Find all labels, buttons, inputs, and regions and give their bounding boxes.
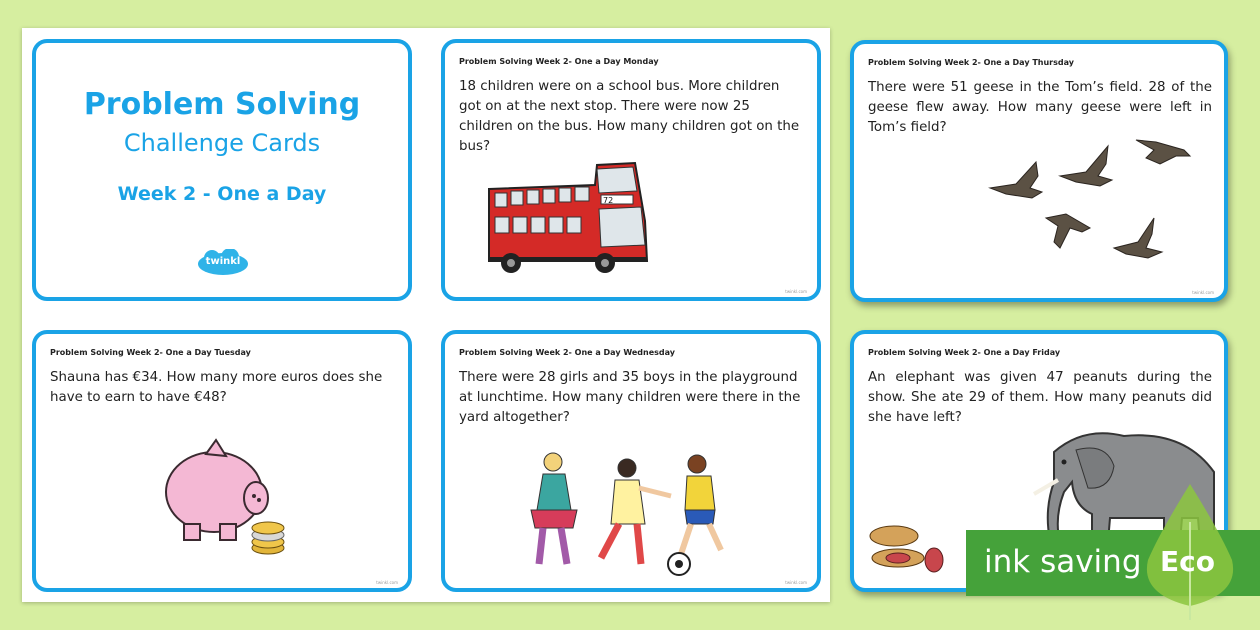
footer-mark: twinkl.com — [785, 580, 807, 585]
piggy-bank-illustration — [160, 438, 290, 568]
footer-mark: twinkl.com — [1192, 290, 1214, 295]
card-heading: Problem Solving Week 2- One a Day Friday — [868, 348, 1061, 357]
twinkl-logo — [196, 249, 250, 277]
challenge-card-monday — [441, 39, 821, 301]
bus-route-number: 72 — [603, 196, 614, 205]
card-heading: Problem Solving Week 2- One a Day Thursday — [868, 58, 1074, 67]
card-question: Shauna has €34. How many more euros does she have to earn to have €48? — [50, 370, 383, 405]
challenge-card-tuesday — [32, 330, 412, 592]
footer-mark: twinkl.com — [785, 289, 807, 294]
card-question: An elephant was given 47 peanuts during the show. She ate 29 of them. How many peanuts did she have left? — [868, 370, 1212, 425]
title-card — [32, 39, 412, 301]
geese-illustration — [986, 132, 1198, 266]
week-label: Week 2 - One a Day — [117, 183, 327, 205]
children-playing-illustration — [521, 452, 751, 586]
eco-badge: Eco — [1160, 545, 1215, 578]
card-question: 18 children were on a school bus. More children got on at the next stop. There were now 25 children on the bus. How many children got on the bus? — [459, 79, 800, 154]
bus-illustration — [485, 161, 651, 283]
page-title: Problem Solving — [83, 87, 361, 122]
page-subtitle: Challenge Cards — [123, 129, 321, 157]
card-heading: Problem Solving Week 2- One a Day Tuesday — [50, 348, 251, 357]
logo-text: twinkl — [205, 256, 241, 267]
peanuts-illustration — [868, 522, 948, 580]
card-question: There were 28 girls and 35 boys in the playground at lunchtime. How many children were there in the yard altogether? — [459, 370, 801, 425]
card-question: There were 51 geese in the Tom’s field. 28 of the geese flew away. How many geese were left in Tom’s field? — [868, 80, 1212, 135]
card-heading: Problem Solving Week 2- One a Day Monday — [459, 57, 659, 66]
footer-mark: twinkl.com — [376, 580, 398, 585]
challenge-card-thursday — [850, 40, 1228, 302]
ink-saving-text: ink saving — [984, 544, 1142, 580]
card-heading: Problem Solving Week 2- One a Day Wednesday — [459, 348, 676, 357]
challenge-card-wednesday — [441, 330, 821, 592]
